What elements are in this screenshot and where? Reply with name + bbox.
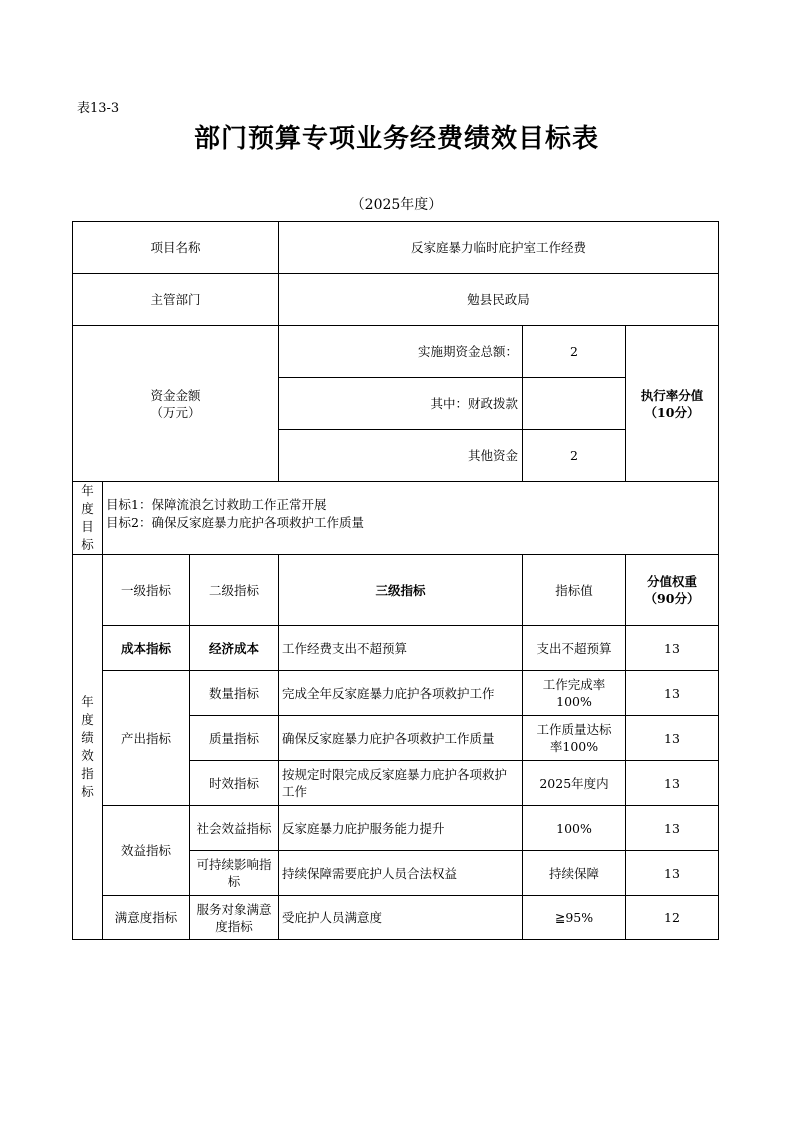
total-funds-value: 2 — [523, 326, 626, 378]
benefit-level3: 持续保障需要庇护人员合法权益 — [279, 851, 523, 896]
goal-1: 目标1：保障流浪乞讨救助工作正常开展 — [106, 497, 327, 512]
cost-level3: 工作经费支出不超预算 — [279, 626, 523, 671]
execution-rate-line2: （10分） — [644, 404, 700, 420]
output-value: 工作质量达标 率100% — [523, 716, 626, 761]
benefit-level2: 社会效益指标 — [190, 806, 279, 851]
cost-level2: 经济成本 — [190, 626, 279, 671]
output-weight: 13 — [626, 716, 719, 761]
satisfaction-level3: 受庇护人员满意度 — [279, 896, 523, 940]
performance-target-table — [72, 221, 719, 940]
project-name-value: 反家庭暴力临时庇护室工作经费 — [279, 222, 719, 274]
table-row — [73, 806, 719, 851]
project-name-label: 项目名称 — [73, 222, 279, 274]
table-row — [73, 274, 719, 326]
fiscal-funds-value — [523, 378, 626, 430]
satisfaction-weight: 12 — [626, 896, 719, 940]
cost-weight: 13 — [626, 626, 719, 671]
fiscal-funds-label: 其中：财政拨款 — [279, 378, 523, 430]
header-level2: 二级指标 — [190, 555, 279, 626]
output-weight: 13 — [626, 761, 719, 806]
output-level3: 确保反家庭暴力庇护各项救护工作质量 — [279, 716, 523, 761]
benefit-value: 持续保障 — [523, 851, 626, 896]
header-level1: 一级指标 — [103, 555, 190, 626]
table-number: 表13-3 — [77, 101, 120, 116]
output-level2: 质量指标 — [190, 716, 279, 761]
output-level2: 数量指标 — [190, 671, 279, 716]
benefit-weight: 13 — [626, 806, 719, 851]
table-row — [73, 326, 719, 378]
satisfaction-level2: 服务对象满意度指标 — [190, 896, 279, 940]
execution-rate-line1: 执行率分值 — [640, 387, 704, 403]
annual-goals — [103, 482, 719, 555]
funds-label-line1: 资金金额 — [150, 387, 201, 403]
header-weight: 分值权重 （90分） — [626, 555, 719, 626]
output-weight: 13 — [626, 671, 719, 716]
total-funds-label: 实施期资金总额： — [279, 326, 523, 378]
document-title: 部门预算专项业务经费绩效目标表 — [193, 124, 599, 154]
cost-level1: 成本指标 — [103, 626, 190, 671]
output-value: 工作完成率 100% — [523, 671, 626, 716]
funds-label — [73, 326, 279, 482]
table-row — [73, 671, 719, 716]
header-level3: 三级指标 — [279, 555, 523, 626]
annual-goal-label: 年 度 目 标 — [73, 482, 103, 555]
cost-value: 支出不超预算 — [523, 626, 626, 671]
benefit-level3: 反家庭暴力庇护服务能力提升 — [279, 806, 523, 851]
satisfaction-level1: 满意度指标 — [103, 896, 190, 940]
execution-rate-score — [626, 326, 719, 482]
output-level3: 按规定时限完成反家庭暴力庇护各项救护工作 — [279, 761, 523, 806]
benefit-weight: 13 — [626, 851, 719, 896]
annual-performance-indicators-label: 年 度 绩 效 指 标 — [73, 555, 103, 940]
output-level1: 产出指标 — [103, 671, 190, 806]
benefit-level1: 效益指标 — [103, 806, 190, 896]
department-value: 勉县民政局 — [279, 274, 719, 326]
other-funds-value: 2 — [523, 430, 626, 482]
goal-2: 目标2：确保反家庭暴力庇护各项救护工作质量 — [106, 515, 364, 530]
other-funds-label: 其他资金 — [279, 430, 523, 482]
table-row — [73, 626, 719, 671]
funds-label-line2: （万元） — [150, 404, 201, 420]
benefit-level2: 可持续影响指标 — [190, 851, 279, 896]
output-level2: 时效指标 — [190, 761, 279, 806]
table-row — [73, 555, 719, 626]
output-value: 2025年度内 — [523, 761, 626, 806]
department-label: 主管部门 — [73, 274, 279, 326]
fiscal-year: （2025年度） — [350, 197, 443, 213]
table-row — [73, 222, 719, 274]
table-row — [73, 482, 719, 555]
output-level3: 完成全年反家庭暴力庇护各项救护工作 — [279, 671, 523, 716]
benefit-value: 100% — [523, 806, 626, 851]
satisfaction-value: ≧95% — [523, 896, 626, 940]
table-row — [73, 896, 719, 940]
header-value: 指标值 — [523, 555, 626, 626]
